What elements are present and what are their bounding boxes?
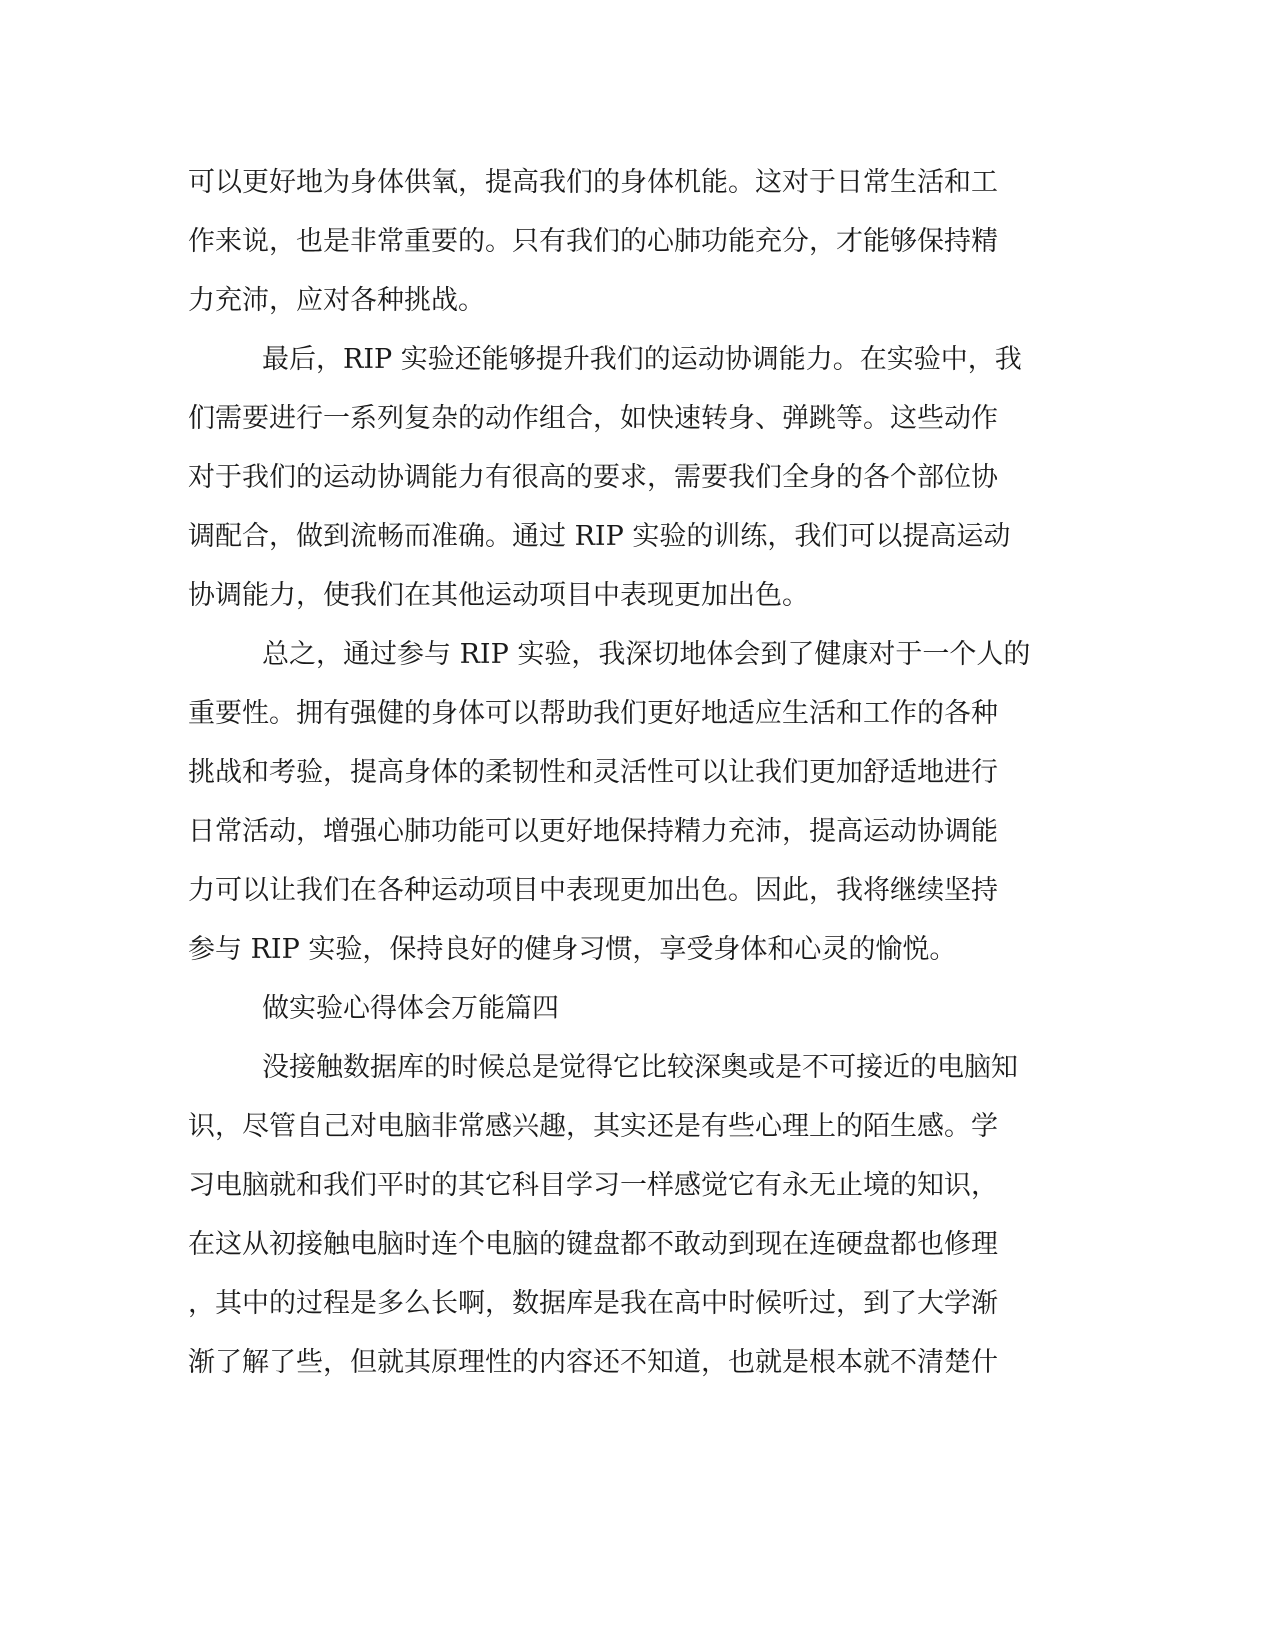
text-line: 在这从初接触电脑时连个电脑的键盘都不敢动到现在连硬盘都也修理 [188,1229,998,1260]
text-line: 识，尽管自己对电脑非常感兴趣，其实还是有些心理上的陌生感。学 [188,1111,998,1142]
text-line: 力可以让我们在各种运动项目中表现更加出色。因此，我将继续坚持 [188,875,998,906]
text-line: 日常活动，增强心肺功能可以更好地保持精力充沛，提高运动协调能 [188,816,998,847]
text-line: 参与 RIP 实验，保持良好的健身习惯，享受身体和心灵的愉悦。 [188,934,957,965]
text-line: 最后，RIP 实验还能够提升我们的运动协调能力。在实验中，我 [262,344,1022,375]
text-line: 重要性。拥有强健的身体可以帮助我们更好地适应生活和工作的各种 [188,698,998,729]
text-line: 没接触数据库的时候总是觉得它比较深奥或是不可接近的电脑知 [262,1052,1018,1083]
text-line: 力充沛，应对各种挑战。 [188,285,485,316]
text-line: 渐了解了些，但就其原理性的内容还不知道，也就是根本就不清楚什 [188,1347,998,1378]
text-line: 协调能力，使我们在其他运动项目中表现更加出色。 [188,580,809,611]
text-line: ，其中的过程是多么长啊，数据库是我在高中时候听过，到了大学渐 [188,1288,998,1319]
text-line: 挑战和考验，提高身体的柔韧性和灵活性可以让我们更加舒适地进行 [188,757,998,788]
text-line: 们需要进行一系列复杂的动作组合，如快速转身、弹跳等。这些动作 [188,403,998,434]
section-heading: 做实验心得体会万能篇四 [262,993,559,1024]
text-line: 总之，通过参与 RIP 实验，我深切地体会到了健康对于一个人的 [262,639,1031,670]
text-line: 调配合，做到流畅而准确。通过 RIP 实验的训练，我们可以提高运动 [188,521,1011,552]
text-line: 可以更好地为身体供氧，提高我们的身体机能。这对于日常生活和工 [188,167,998,198]
text-line: 对于我们的运动协调能力有很高的要求，需要我们全身的各个部位协 [188,462,998,493]
text-line: 习电脑就和我们平时的其它科目学习一样感觉它有永无止境的知识， [188,1170,998,1201]
text-line: 作来说，也是非常重要的。只有我们的心肺功能充分，才能够保持精 [188,226,998,257]
